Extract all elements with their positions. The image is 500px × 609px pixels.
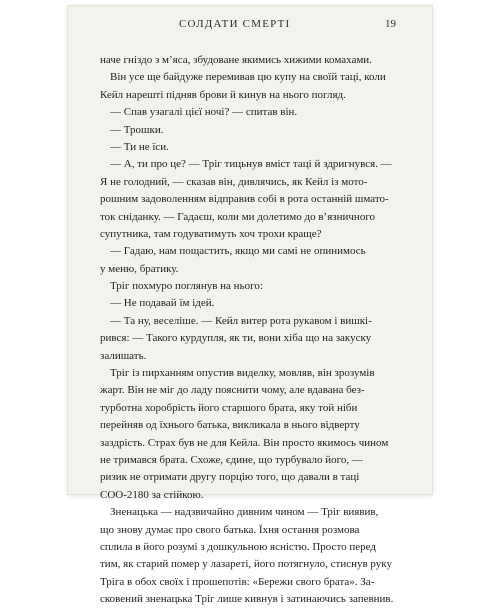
text-line: Зненацька — надзвичайно дивним чином — Тріг виявив, (110, 506, 379, 519)
text-line: Кейл нарешті підняв брови й кинув на нього погляд. (100, 88, 346, 101)
text-line: що знову думає про свого батька. Їхня остання розмова (100, 523, 360, 536)
page-number: 19 (385, 18, 396, 30)
text-line: тим, як старий помер у лазареті, його потягнуло, стиснув руку (100, 558, 392, 571)
text-line: супутника, там годуватимуть хоч трохи краще? (100, 227, 322, 240)
text-line: — Трошки. (110, 123, 164, 136)
body-text (100, 52, 402, 609)
text-line: не тримався брата. Схоже, єдине, що турбувало його, — (100, 453, 363, 466)
text-line: Я не голодний, — сказав він, дивлячись, як Кейл із мото- (100, 175, 368, 188)
text-line: рився: — Такого курдупля, як ти, вони хіба що на закуску (100, 332, 372, 345)
text-line: сплила в його розумі з дошкульною ясністю. Просто перед (100, 540, 376, 553)
text-line: Тріга в обох своїх і прошепотів: «Бережи свого брата». За- (100, 575, 375, 588)
text-line: заздрість. Страх був не для Кейла. Він просто якимось чином (100, 436, 389, 449)
text-line: наче гніздо з м’яса, збудоване якимись хижими комахами. (100, 54, 372, 66)
text-line: Тріг похмуро поглянув на нього: (110, 280, 263, 293)
text-line: — Гадаю, нам пощастить, якщо ми самі не опинимось (110, 245, 366, 258)
text-line: жарт. Він не міг до ладу пояснити чому, але вдавана без- (100, 384, 365, 397)
text-line: Тріг із пирханням опустив виделку, мовляв, він зрозумів (110, 367, 375, 380)
text-line: у меню, братику. (100, 262, 179, 275)
text-line: ризик не отримати другу порцію того, що давали в таці (100, 471, 360, 484)
text-line: — Не подавай їм ідей. (110, 297, 215, 310)
running-title: СОЛДАТИ СМЕРТІ (179, 18, 291, 30)
book-page (68, 6, 432, 606)
text-line: СОО-2180 за стійкою. (100, 488, 204, 501)
text-line: ток сніданку. — Гадаєш, коли ми долетимо до в’язничного (100, 210, 376, 223)
text-line: — Спав узагалі цієї ночі? — спитав він. (110, 106, 298, 119)
text-line: Він усе ще байдуже перемивав цю купу на своїй таці, коли (110, 71, 386, 84)
text-line: перейняв од їхнього батька, викликала в нього відверту (100, 419, 360, 432)
text-line: — А, ти про це? — Тріг тицьнув вміст таці й здригнувся. — (110, 158, 392, 171)
text-line: — Та ну, веселіше. — Кейл витер рота рукавом і вишкі- (110, 314, 372, 327)
text-line: турботна хоробрість його старшого брата, яку той ніби (100, 401, 358, 414)
text-line: сковений зненацька Тріг лише кивнув і затинаючись запевнив. (100, 593, 394, 606)
text-line: — Ти не їси. (110, 140, 169, 153)
text-line: рошним задоволенням відправив собі в рота останній шмато- (100, 193, 389, 206)
text-line: залишать. (100, 349, 147, 362)
page-header (68, 14, 432, 36)
